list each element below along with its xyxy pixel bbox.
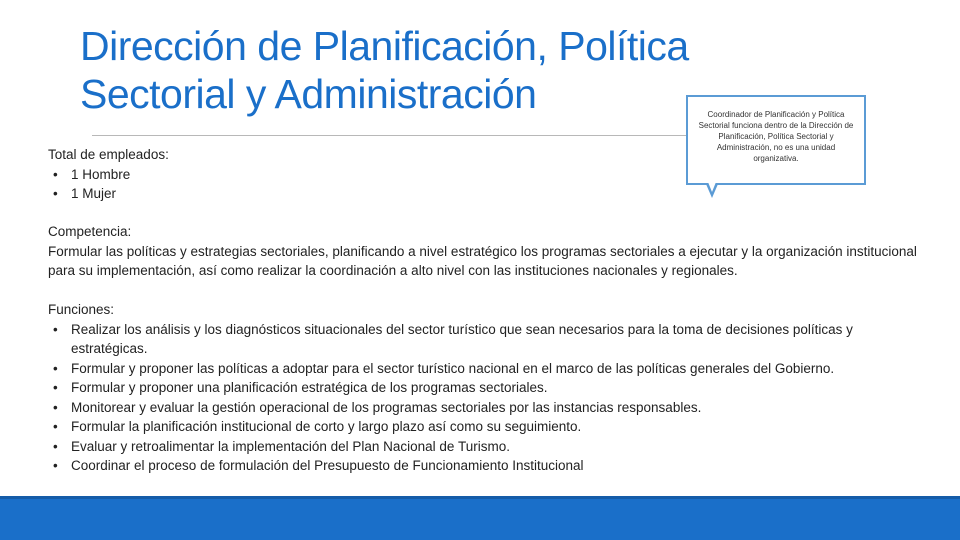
employees-list: [48, 165, 348, 204]
list-item: • Monitorear y evaluar la gestión operacional de los programas sectoriales por las instancias responsables.: [48, 398, 918, 418]
title-divider: [92, 135, 690, 136]
callout-text: Coordinador de Planificación y Política Sectorial funciona dentro de la Dirección de Planificación, Política Sectorial y Administración, no es una unidad organizativa.: [698, 110, 854, 163]
funciones-heading: Funciones:: [48, 302, 115, 317]
page-title: [80, 22, 780, 118]
list-item: • Realizar los análisis y los diagnósticos situacionales del sector turístico que sean necesarios para la toma de decisiones políticas y estratégicas.: [48, 320, 918, 359]
callout-pointer: [706, 184, 718, 198]
funciones-list: [48, 320, 918, 476]
list-item: • 1 Hombre: [48, 165, 348, 185]
funciones-section: [48, 300, 918, 476]
list-item: • Formular y proponer las políticas a adoptar para el sector turístico nacional en el marco de las políticas generales del Gobierno.: [48, 359, 918, 379]
page-title-line-1: Dirección de Planificación, Política: [80, 23, 689, 69]
competencia-heading: Competencia:: [48, 224, 132, 239]
list-item: • Formular la planificación institucional de corto y largo plazo así como su seguimiento.: [48, 417, 918, 437]
employees-section: [48, 145, 348, 204]
list-item: • Formular y proponer una planificación estratégica de los programas sectoriales.: [48, 378, 918, 398]
footer-accent-line: [0, 496, 960, 499]
callout-note: [686, 95, 866, 185]
list-item: • Evaluar y retroalimentar la implementación del Plan Nacional de Turismo.: [48, 437, 918, 457]
competencia-body: Formular las políticas y estrategias sectoriales, planificando a nivel estratégico los programas sectoriales a ejecutar y la organización institucional para su implementación, así como realizar la coordinación a alto nivel con las instituciones nacionales y regionales.: [48, 243, 917, 278]
list-item: • 1 Mujer: [48, 184, 348, 204]
employees-heading: Total de empleados:: [48, 147, 169, 162]
page-title-line-2: Sectorial y Administración: [80, 71, 537, 117]
footer-bar: [0, 496, 960, 540]
competencia-section: [48, 222, 918, 281]
list-item: • Coordinar el proceso de formulación del Presupuesto de Funcionamiento Institucional: [48, 456, 918, 476]
